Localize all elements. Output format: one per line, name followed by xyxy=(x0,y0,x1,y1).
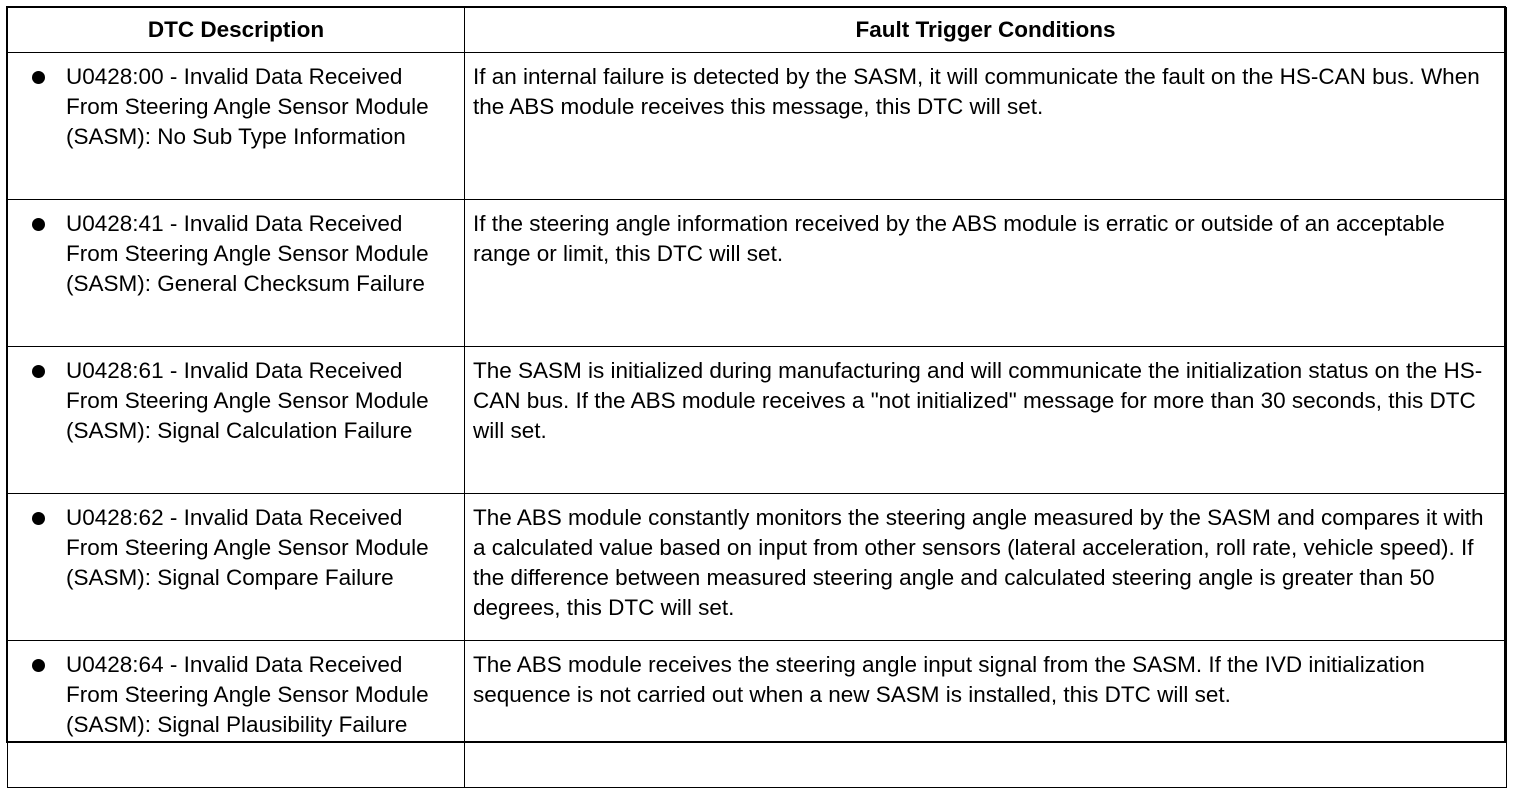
bullet-icon xyxy=(32,659,45,672)
dtc-description-cell xyxy=(8,200,465,347)
table-row xyxy=(8,53,1507,200)
table-row xyxy=(8,494,1507,641)
header-fault-trigger-conditions: Fault Trigger Conditions xyxy=(465,8,1507,53)
header-dtc-description: DTC Description xyxy=(8,8,465,53)
fault-condition-cell xyxy=(465,641,1507,788)
bullet-icon xyxy=(32,218,45,231)
fault-condition-cell xyxy=(465,53,1507,200)
fault-condition-text: The ABS module receives the steering angle input signal from the SASM. If the IVD initialization sequence is not carried out when a new SASM is installed, this DTC will set. xyxy=(473,652,1425,707)
fault-condition-cell xyxy=(465,494,1507,641)
dtc-description-text: U0428:62 - Invalid Data Received From Steering Angle Sensor Module (SASM): Signal Compare Failure xyxy=(66,505,429,590)
table-row xyxy=(8,641,1507,788)
fault-condition-cell xyxy=(465,200,1507,347)
fault-condition-text: If an internal failure is detected by the SASM, it will communicate the fault on the HS-CAN bus. When the ABS module receives this message, this DTC will set. xyxy=(473,64,1480,119)
dtc-description-cell xyxy=(8,641,465,788)
bullet-icon xyxy=(32,71,45,84)
dtc-description-cell xyxy=(8,53,465,200)
dtc-description-text: U0428:64 - Invalid Data Received From Steering Angle Sensor Module (SASM): Signal Plausibility Failure xyxy=(66,652,429,737)
fault-condition-text: If the steering angle information received by the ABS module is erratic or outside of an acceptable range or limit, this DTC will set. xyxy=(473,211,1445,266)
dtc-description-cell xyxy=(8,347,465,494)
bullet-icon xyxy=(32,365,45,378)
dtc-description-cell xyxy=(8,494,465,641)
table-header-row xyxy=(8,8,1507,53)
table-row xyxy=(8,200,1507,347)
fault-condition-text: The ABS module constantly monitors the steering angle measured by the SASM and compares it with a calculated value based on input from other sensors (lateral acceleration, roll rate, vehicle speed). If the difference between measured steering angle and calculated steering angle is greater than 50 degrees, this DTC will set. xyxy=(473,505,1484,620)
fault-condition-cell xyxy=(465,347,1507,494)
dtc-description-text: U0428:61 - Invalid Data Received From Steering Angle Sensor Module (SASM): Signal Calculation Failure xyxy=(66,358,429,443)
fault-condition-text: The SASM is initialized during manufacturing and will communicate the initialization status on the HS-CAN bus. If the ABS module receives a "not initialized" message for more than 30 seconds, this DTC will set. xyxy=(473,358,1483,443)
dtc-table xyxy=(7,7,1507,788)
bullet-icon xyxy=(32,512,45,525)
dtc-description-text: U0428:41 - Invalid Data Received From Steering Angle Sensor Module (SASM): General Checksum Failure xyxy=(66,211,429,296)
table-row xyxy=(8,347,1507,494)
dtc-description-text: U0428:00 - Invalid Data Received From Steering Angle Sensor Module (SASM): No Sub Type Information xyxy=(66,64,429,149)
